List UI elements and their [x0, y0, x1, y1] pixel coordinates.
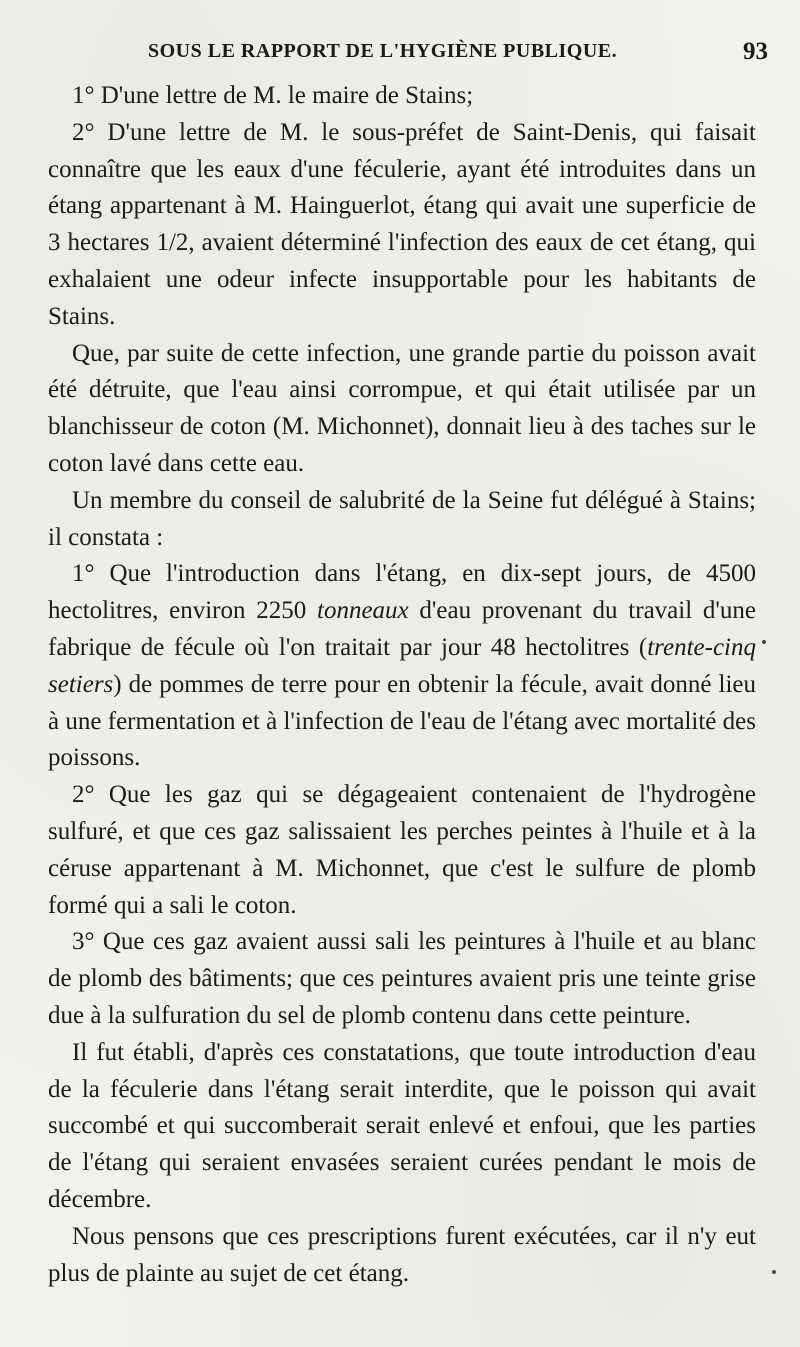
body-text [48, 78, 756, 1292]
finding-1-text-c: ) de pommes de terre pour en obtenir la fécule, avait donné lieu à une fermentation et à l'infection de l'eau de l'étang avec mortalité des poissons. [48, 670, 756, 772]
paragraph-item-2: 2° D'une lettre de M. le sous-préfet de Saint-Denis, qui faisait connaître que les eaux d'une féculerie, ayant été introduites dans un étang appartenant à M. Hainguerlot, étang qui avait une superficie de 3 hectares 1/2, avaient déterminé l'infection des eaux de cet étang, qui exhalaient une odeur infecte insupportable pour les habitants de Stains. [48, 118, 756, 330]
paragraph-delegue: Un membre du conseil de salubrité de la Seine fut délégué à Stains; il constata : [48, 486, 756, 551]
running-title: SOUS LE RAPPORT DE L'HYGIÈNE PUBLIQUE. [148, 40, 618, 62]
paragraph-conclusion: Nous pensons que ces prescriptions furent exécutées, car il n'y eut plus de plainte au sujet de cet étang. [48, 1222, 756, 1287]
paragraph-item-1: 1° D'une lettre de M. le maire de Stains; [72, 82, 474, 109]
ink-speck [762, 640, 766, 644]
paragraph-poisson: Que, par suite de cette infection, une grande partie du poisson avait été détruite, que l'eau ainsi corrompue, et qui était utilisée par un blanchisseur de coton (M. Michonnet), donnait lieu à des taches sur le coton lavé dans cette eau. [48, 339, 756, 477]
running-head [48, 40, 768, 68]
finding-1-italic-setiers: trente-cinq setiers [48, 633, 756, 698]
paragraph-finding-3: 3° Que ces gaz avaient aussi sali les peintures à l'huile et au blanc de plomb des bâtiments; que ces peintures avaient pris une teinte grise due à la sulfuration du sel de plomb contenu dans cette peinture. [48, 928, 756, 1029]
finding-1-text-b: d'eau provenant du travail d'une fabrique de fécule où l'on traitait par jour 48 hectolitres ( [48, 597, 756, 661]
paragraph-decision: Il fut établi, d'après ces constatations, que toute introduction d'eau de la féculerie dans l'étang serait interdite, que le poisson qui avait succombé et qui succomberait serait enlevé et enfoui, que les parties de l'étang qui seraient envasées seraient curées pendant le mois de décembre. [48, 1038, 756, 1213]
paragraph-finding-1 [48, 556, 756, 777]
finding-1-italic-tonneaux: tonneaux [317, 597, 409, 625]
page-number: 93 [743, 38, 768, 65]
ink-speck [772, 1270, 776, 1274]
finding-1-text-a: 1° Que l'introduction dans l'étang, en dix-sept jours, de 4500 hectolitres, environ 2250 [48, 560, 756, 625]
paragraph-finding-2: 2° Que les gaz qui se dégageaient contenaient de l'hydrogène sulfuré, et que ces gaz salissaient les perches peintes à l'huile et à la céruse appartenant à M. Michonnet, que c'est le sulfure de plomb formé qui a sali le coton. [48, 781, 756, 919]
